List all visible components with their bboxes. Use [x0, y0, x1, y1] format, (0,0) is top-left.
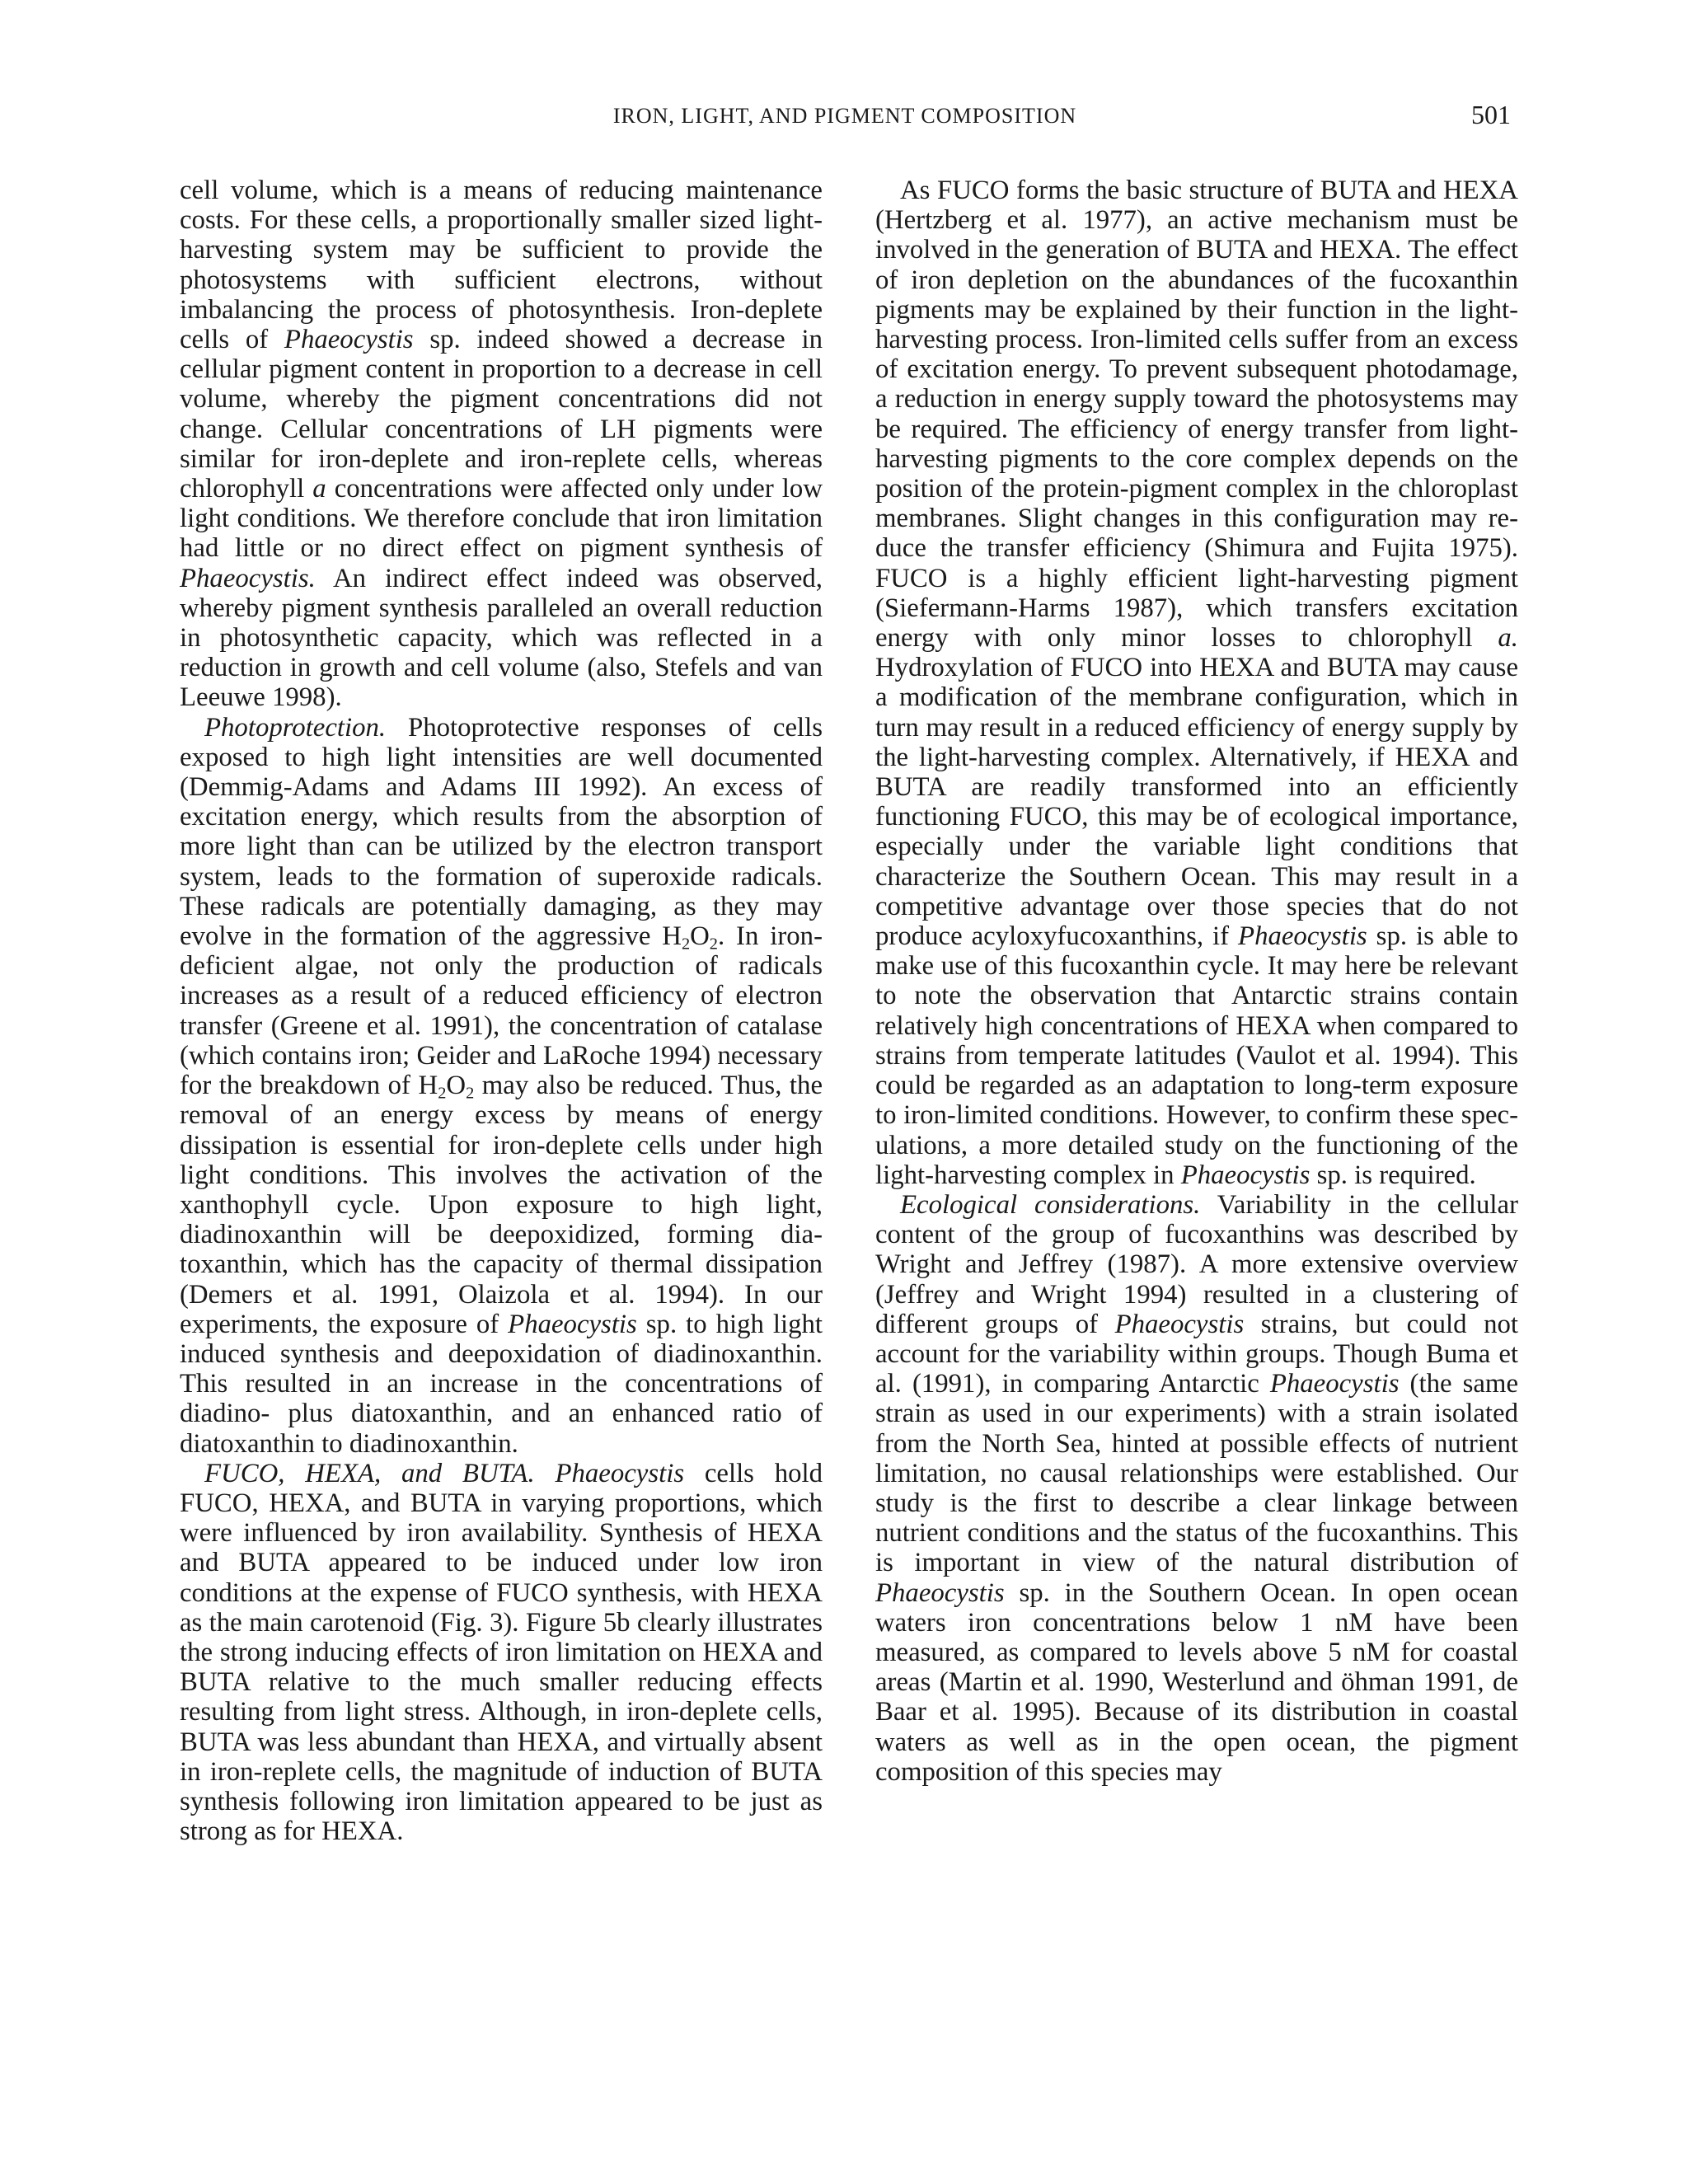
section-heading-ecological-considerations: Ecological considerations.	[900, 1189, 1201, 1220]
paragraph-photoprotection: Photoprotection. Photoprotective responses of cells exposed to high light intensities are well documented (Demmig-Adams and Adams III 1992). An excess of excitation energy, which results from the absorption of more light than can be utilized by the electron transport system, leads to the formation of superoxide radicals. These radicals are potentially damaging, as they may evolve in the formation of the aggressive $H_2O_2$. In iron-deficient algae, not only the production of radicals increases as a result of a reduced efficiency of electron transfer (Greene et al. 1991), the concentration of catalase (which contains iron; Geider and LaRoche 1994) necessary for the breakdown of $H_2O_2$ may also be reduced. Thus, the removal of an energy excess by means of energy dissipation is essential for iron-deplete cells under high light conditions. This involves the activation of the xanthophyll cycle. Upon exposure to high light, diadinoxanthin will be deepoxidized, forming diatoxanthin, which has the capacity of thermal dissipation (Demers et al. 1991, Olaizola et al. 1994). In our experiments, the exposure of Phaeocystis sp. to high light induced synthesis and deepoxidation of diadinoxanthin. This resulted in an increase in the concentrations of diadino- plus diatoxanthin, and an enhanced ratio of diatoxanthin to diadinoxanthin.	[180, 712, 823, 1459]
section-heading-photoprotection: Photoprotection.	[204, 712, 387, 743]
right-column	[875, 176, 1518, 1787]
running-title: IRON, LIGHT, AND PIGMENT COMPOSITION	[612, 104, 1077, 128]
paragraph-fuco-structure: As FUCO forms the basic structure of BUTA and HEXA (Hertzberg et al. 1977), an active mechanism must be involved in the generation of BUTA and HEXA. The effect of iron depletion on the abundances of the fucoxanthin pigments may be explained by their function in the light-harvesting process. Iron-limited cells suffer from an excess of excitation energy. To prevent subsequent photodamage, a reduction in energy supply toward the photosystems may be required. The efficiency of energy transfer from light-harvesting pigments to the core complex depends on the position of the protein-pigment complex in the chloroplast membranes. Slight changes in this configuration may reduce the transfer efficiency (Shimura and Fujita 1975). FUCO is a highly efficient light-harvesting pigment (Siefermann-Harms 1987), which transfers excitation energy with only minor losses to chlorophyll a. Hydroxylation of FUCO into HEXA and BUTA may cause a modification of the membrane configuration, which in turn may result in a reduced efficiency of energy supply by the light-harvesting complex. Alternatively, if HEXA and BUTA are readily transformed into an efficiently functioning FUCO, this may be of ecological importance, especially under the variable light conditions that characterize the Southern Ocean. This may result in a competitive advantage over those species that do not produce acyloxyfucoxanthins, if Phaeocystis sp. is able to make use of this fucoxanthin cycle. It may here be relevant to note the observation that Antarctic strains contain relatively high concentrations of HEXA when compared to strains from temperate latitudes (Vaulot et al. 1994). This could be regarded as an adaptation to long-term exposure to iron-limited conditions. However, to confirm these speculations, a more detailed study on the functioning of the light-harvesting complex in Phaeocystis sp. is required.	[875, 176, 1518, 1190]
page-number: 501	[1471, 100, 1511, 129]
paragraph-cell-volume: cell volume, which is a means of reducing maintenance costs. For these cells, a proportionally smaller sized light-harvesting system may be sufficient to provide the photosystems with sufficient electrons, without imbalancing the process of photosynthesis. Iron-deplete cells of Phaeocystis sp. indeed showed a decrease in cellular pigment content in proportion to a decrease in cell volume, whereby the pigment concentrations did not change. Cellular concentrations of LH pigments were similar for iron-deplete and iron-replete cells, whereas chlorophyll a concentrations were affected only under low light conditions. We therefore conclude that iron limitation had little or no direct effect on pigment synthesis of Phaeocystis. An indirect effect indeed was observed, whereby pigment synthesis paralleled an overall reduction in photosynthetic capacity, which was reflected in a reduction in growth and cell volume (also, Stefels and van Leeuwe 1998).	[180, 176, 823, 713]
section-heading-fuco-hexa-buta: FUCO, HEXA, and BUTA.	[204, 1458, 535, 1488]
left-column	[180, 176, 823, 1846]
paragraph-fuco-hexa-buta: FUCO, HEXA, and BUTA. Phaeocystis cells hold FUCO, HEXA, and BUTA in varying proportions, which were influenced by iron availability. Synthesis of HEXA and BUTA appeared to be induced under low iron conditions at the expense of FUCO synthesis, with HEXA as the main carotenoid (Fig. 3). Figure 5b clearly illustrates the strong inducing effects of iron limitation on HEXA and BUTA relative to the much smaller reducing effects resulting from light stress. Although, in iron-deplete cells, BUTA was less abundant than HEXA, and virtually absent in iron-replete cells, the magnitude of induction of BUTA synthesis following iron limitation appeared to be just as strong as for HEXA.	[180, 1458, 823, 1847]
paragraph-ecological-considerations: Ecological considerations. Variability in the cellular content of the group of fucoxanthins was described by Wright and Jeffrey (1987). A more extensive overview (Jeffrey and Wright 1994) resulted in a clustering of different groups of Phaeocystis strains, but could not account for the variability within groups. Though Buma et al. (1991), in comparing Antarctic Phaeocystis (the same strain as used in our experiments) with a strain isolated from the North Sea, hinted at possible effects of nutrient limitation, no causal relationships were established. Our study is the first to describe a clear linkage between nutrient conditions and the status of the fucoxanthins. This is important in view of the natural distribution of Phaeocystis sp. in the Southern Ocean. In open ocean waters iron concentrations below 1 nM have been measured, as compared to levels above 5 nM for coastal areas (Martin et al. 1990, Westerlund and öhman 1991, de Baar et al. 1995). Because of its distribution in coastal waters as well as in the open ocean, the pigment composition of this species may	[875, 1189, 1519, 1787]
